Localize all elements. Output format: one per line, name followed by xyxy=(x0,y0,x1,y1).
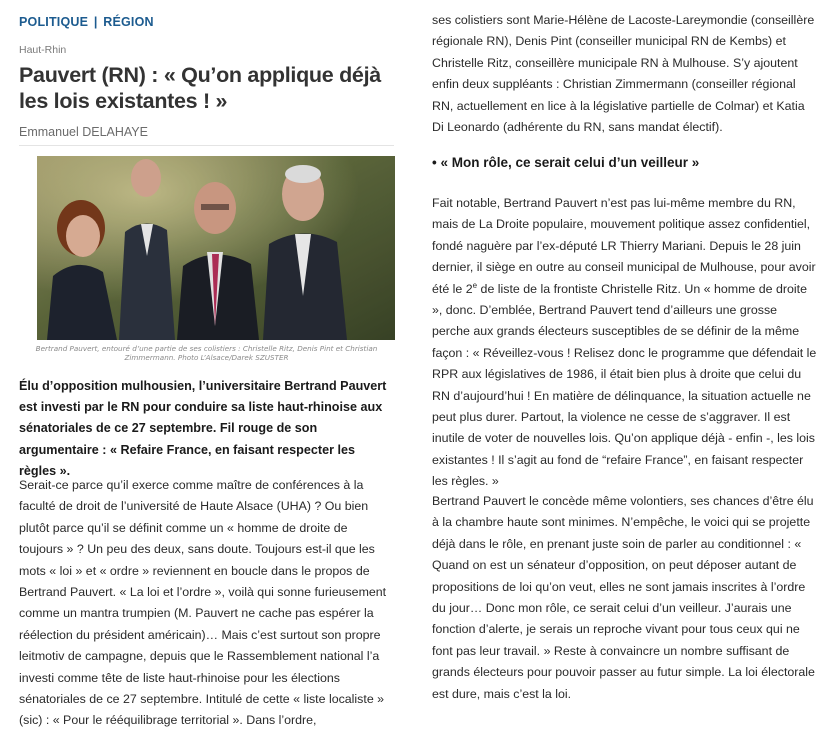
article-lead: Élu d’opposition mulhousien, l’universitaire Bertrand Pauvert est investi par le RN pour conduire sa liste haut-rhinoise aux sénatoriales de ce 27 septembre. Fil rouge de son argumentaire : « Refaire France, en faisant respecter les règles ». xyxy=(19,379,387,478)
ordinal-superscript: e xyxy=(472,280,478,290)
paragraph-3-part-1: Fait notable, Bertrand Pauvert n’est pas lui-même membre du RN, mais de La Droite populaire, mouvement politique assez confidentiel, fondé naguère par l’ex-député LR Thierry Mariani. Depuis le 28 juin dernier, il siège en outre au conseil municipal de Mulhouse, pour avoir été le 2 xyxy=(432,196,816,296)
right-column xyxy=(432,0,817,719)
paragraph-3-part-2: de liste de la frontiste Christelle Ritz. Un « homme de droite », donc. D’emblée, Bertrand Pauvert tend d’ailleurs une grosse perche aux grands électeurs susceptibles de se définir de la même façon : « Réveillez-vous ! Relisez donc le programme que défendait le RPR aux législatives de 1986, il était bien plus à droite que celui du RN d’aujourd’hui ! En matière de délinquance, la situation actuelle ne peut plus durer. Partout, la violence ne cesse de s’aggraver. Il est inutile de voter de nouvelles lois. Qu’on applique déjà - enfin -, les lois existantes ! Il s’agit au fond de “refaire France”, en faisant respecter les règles. » xyxy=(432,281,817,489)
article-paragraph-4: Bertrand Pauvert le concède même volontiers, ses chances d’être élu à la chambre haute sont minimes. N’empêche, le voici qui se projette déjà dans le rôle, en prenant juste soin de parler au conditionnel : « Quand on est un sénateur d’opposition, on peut déposer autant de propositions de loi qu’on veut, elles ne sont jamais inscrites à l’ordre du jour… Donc mon rôle, ce serait celui d’un veilleur. J’aurais une fonction d’alerte, je serais un reproche vivant pour tous ceux qui ne font pas leur travail. » Reste à convaincre un nombre suffisant de grands électeurs pour pouvoir passer au futur simple. La loi électorale est dure, mais c’est la loi. xyxy=(432,494,815,701)
divider xyxy=(19,145,394,146)
rubric-region-link[interactable]: RÉGION xyxy=(103,15,154,29)
photo-caption: Bertrand Pauvert, entouré d’une partie de ses colistiers : Christelle Ritz, Denis Pint et Christian Zimmermann. Photo L’Alsace/Darek SZUSTER xyxy=(35,344,378,362)
article-paragraph-2: ses colistiers sont Marie-Hélène de Lacoste-Lareymondie (conseillère régionale RN), Denis Pint (conseiller municipal RN de Kembs) et Christelle Ritz, conseillère municipale RN à Mulhouse. S’y ajoutent enfin deux suppléants : Christian Zimmermann (conseiller régional RN, actuellement en lice à la législative partielle de Colmar) et Katia Di Leonardo (adhérente du RN, sans mandat électif). xyxy=(432,13,815,135)
rubric xyxy=(19,15,154,29)
rubric-separator: | xyxy=(93,15,98,29)
article-paragraph-3 xyxy=(432,193,817,493)
left-column xyxy=(19,0,394,728)
rubric-politique-link[interactable]: POLITIQUE xyxy=(19,15,89,29)
article-paragraph-1: Serait-ce parce qu’il exerce comme maître de conférences à la faculté de droit de l’université de Haute Alsace (UHA) ? Ou bien plutôt parce qu’il se définit comme un « homme de droite de toujours » ? Un peu des deux, sans doute. Toujours est-il que les mots « loi » et « ordre » reviennent en boucle dans le propos de Bertrand Pauvert. « La loi et l’ordre », voilà qui sonne furieusement comme un mantra trumpien (M. Pauvert ne cache pas espérer la réélection du président américain)… Mais c’est surtout son propre leitmotiv de campagne, depuis que le Rassemblement national l’a investi comme tête de liste haut-rhinoise pour les élections sénatoriales de ce 27 septembre. Intitulé de cette « liste localiste » (sic) : « Pour le rééquilibrage territorial ». Dans l’ordre, xyxy=(19,478,387,728)
article-subheading: • « Mon rôle, ce serait celui d’un veilleur » xyxy=(432,155,700,170)
article-headline: Pauvert (RN) : « Qu’on applique déjà les lois existantes ! » xyxy=(19,63,381,113)
group-portrait-photo xyxy=(37,156,395,340)
author-byline: Emmanuel DELAHAYE xyxy=(19,125,148,139)
region-tag: Haut-Rhin xyxy=(19,44,67,56)
